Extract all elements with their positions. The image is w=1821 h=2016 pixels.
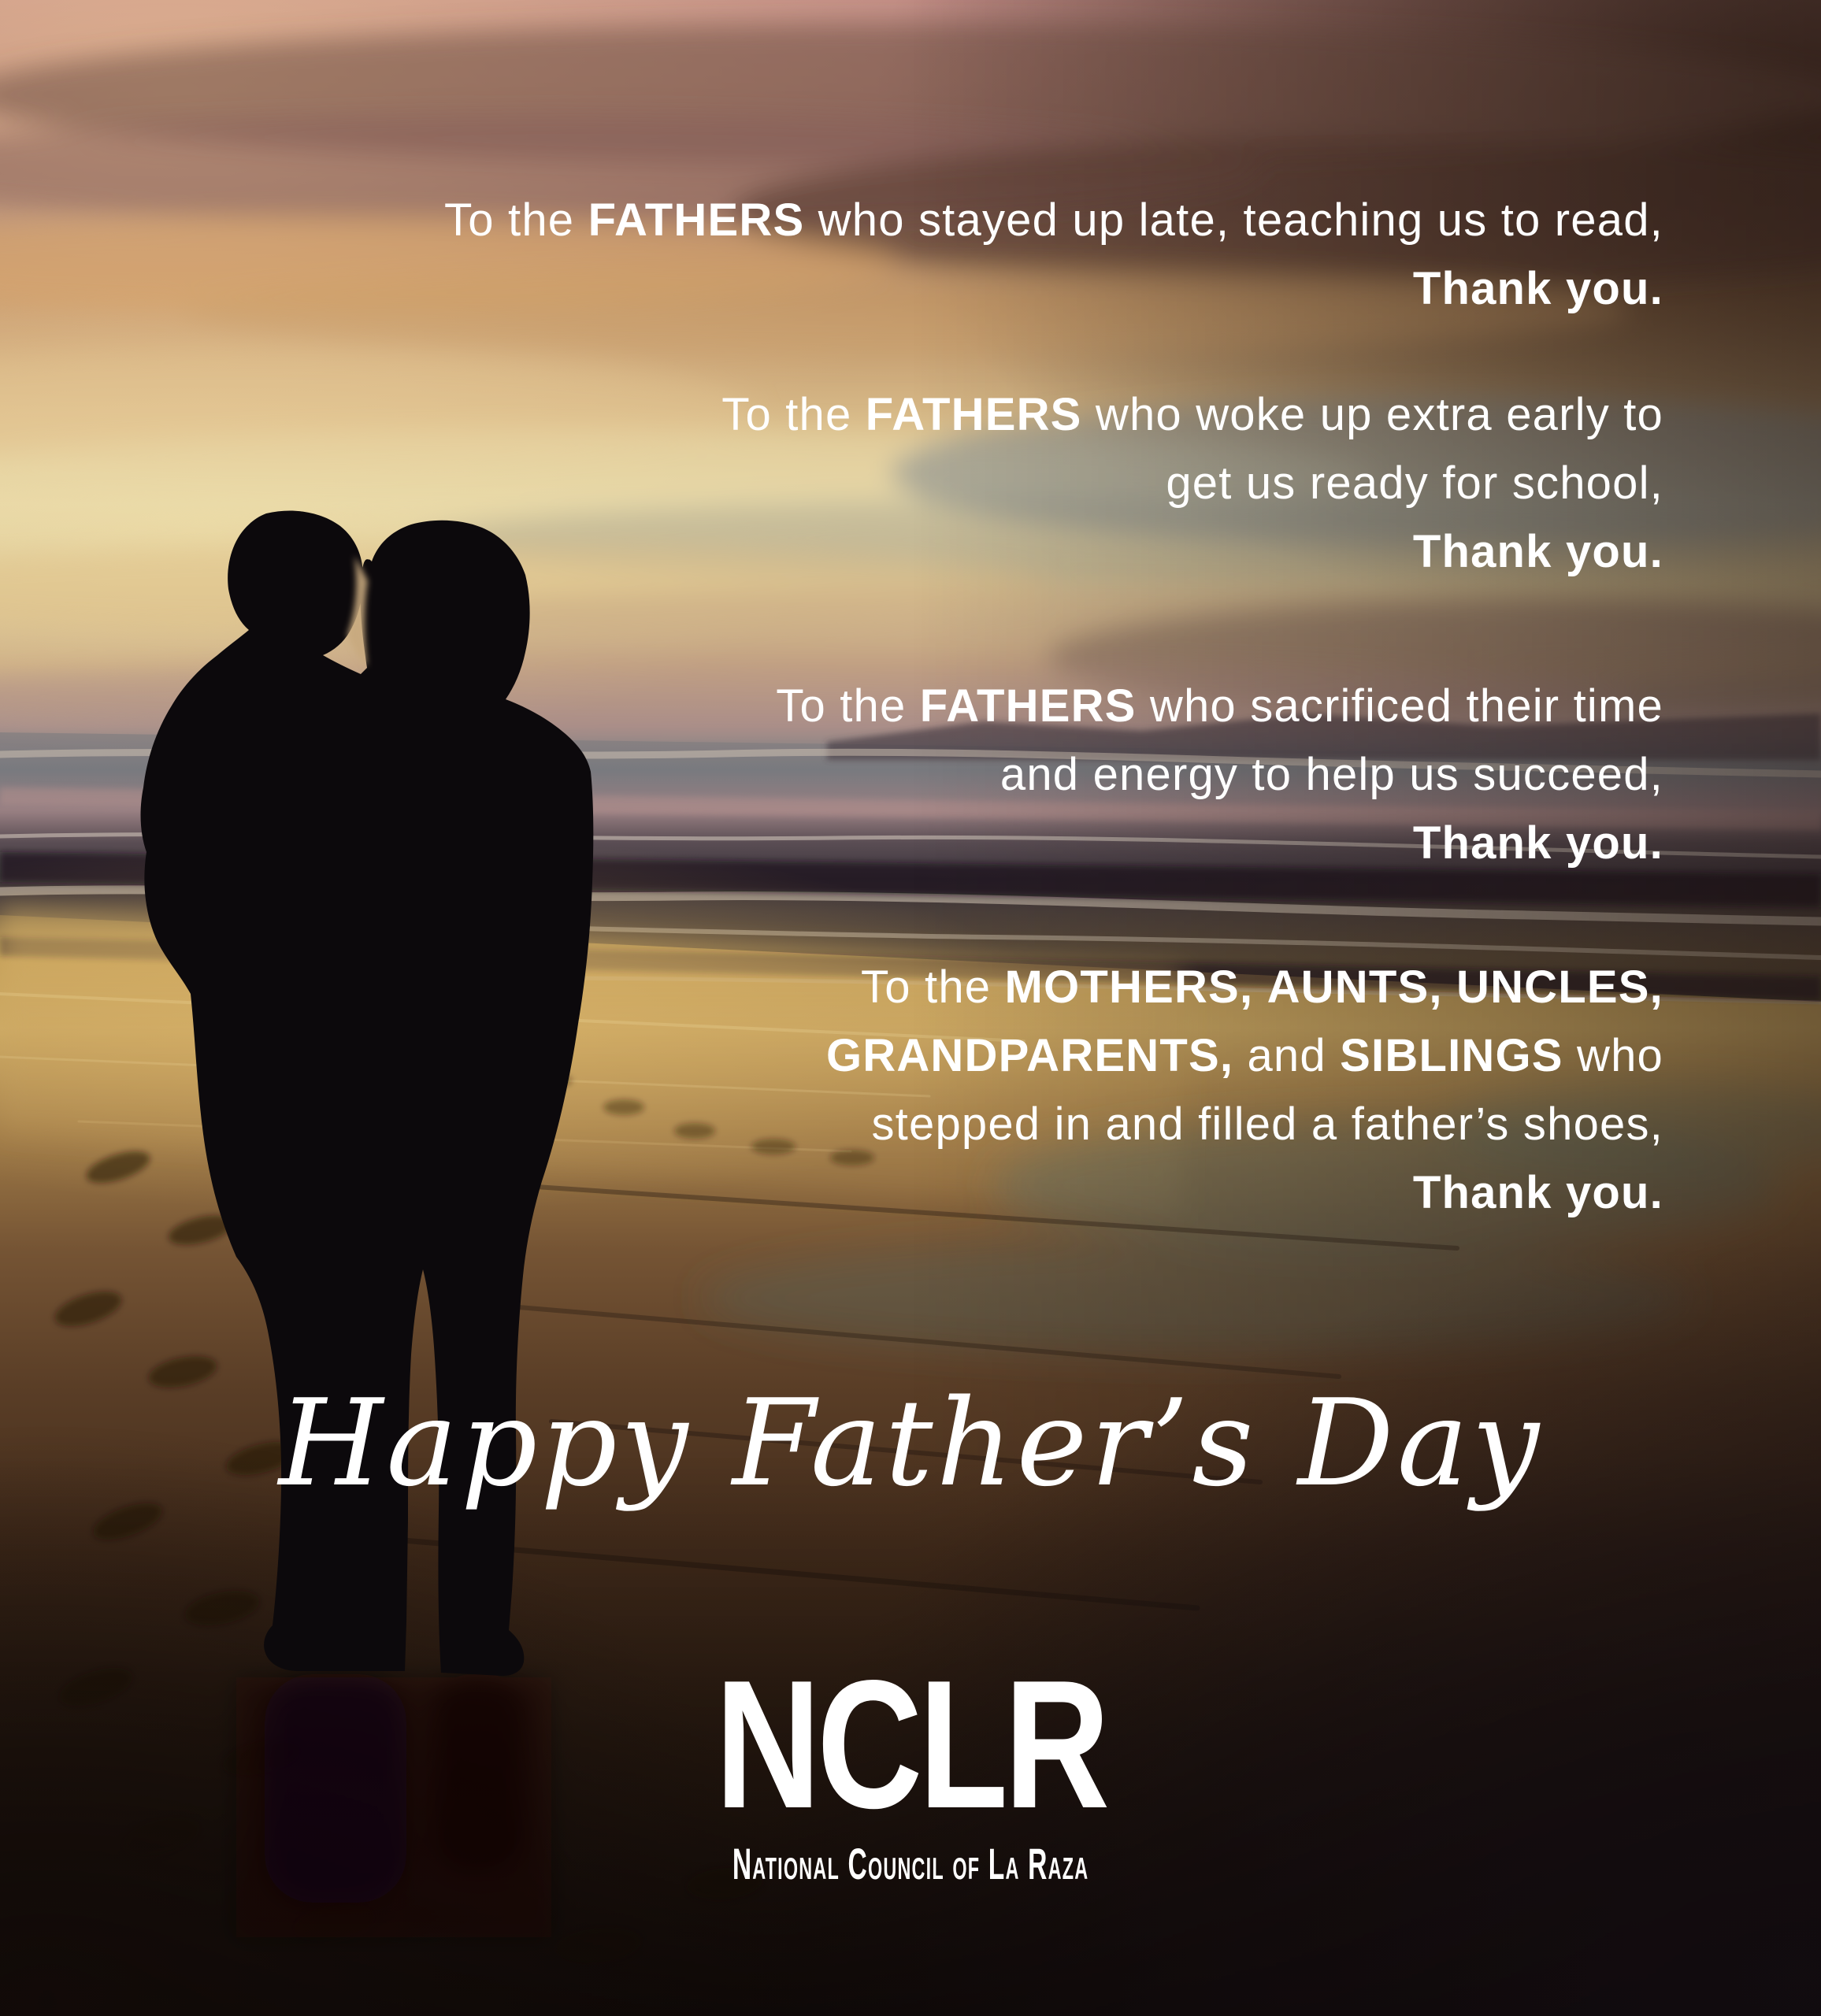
message-block-fathers-succeed bbox=[776, 672, 1663, 877]
message-line: GRANDPARENTS, and SIBLINGS who bbox=[825, 1030, 1663, 1081]
message-line: Thank you. bbox=[1412, 263, 1663, 314]
nclr-logo bbox=[0, 1643, 1821, 1888]
message-line: stepped in and filled a father’s shoes, bbox=[871, 1099, 1663, 1150]
nclr-wordmark: NCLR bbox=[714, 1643, 1107, 1847]
message-block-caregivers bbox=[826, 953, 1663, 1227]
message-line: To the FATHERS who sacrificed their time bbox=[776, 680, 1663, 732]
headline-text: Happy Father’s Day bbox=[278, 1373, 1543, 1513]
happy-fathers-day-headline bbox=[0, 1361, 1821, 1526]
message-line: and energy to help us succeed, bbox=[1000, 749, 1663, 800]
message-line: To the MOTHERS, AUNTS, UNCLES, bbox=[861, 962, 1663, 1013]
message-block-fathers-school bbox=[721, 380, 1663, 586]
message-line: To the FATHERS who woke up extra early to bbox=[721, 389, 1663, 440]
nclr-tagline: National Council of La Raza bbox=[732, 1839, 1089, 1888]
message-line: To the FATHERS who stayed up late, teaching us to read, bbox=[444, 195, 1663, 246]
message-line: get us ready for school, bbox=[1166, 458, 1663, 509]
message-block-fathers-read bbox=[444, 186, 1663, 323]
message-line: Thank you. bbox=[1412, 1167, 1663, 1218]
message-line: Thank you. bbox=[1412, 526, 1663, 577]
message-line: Thank you. bbox=[1412, 817, 1663, 869]
